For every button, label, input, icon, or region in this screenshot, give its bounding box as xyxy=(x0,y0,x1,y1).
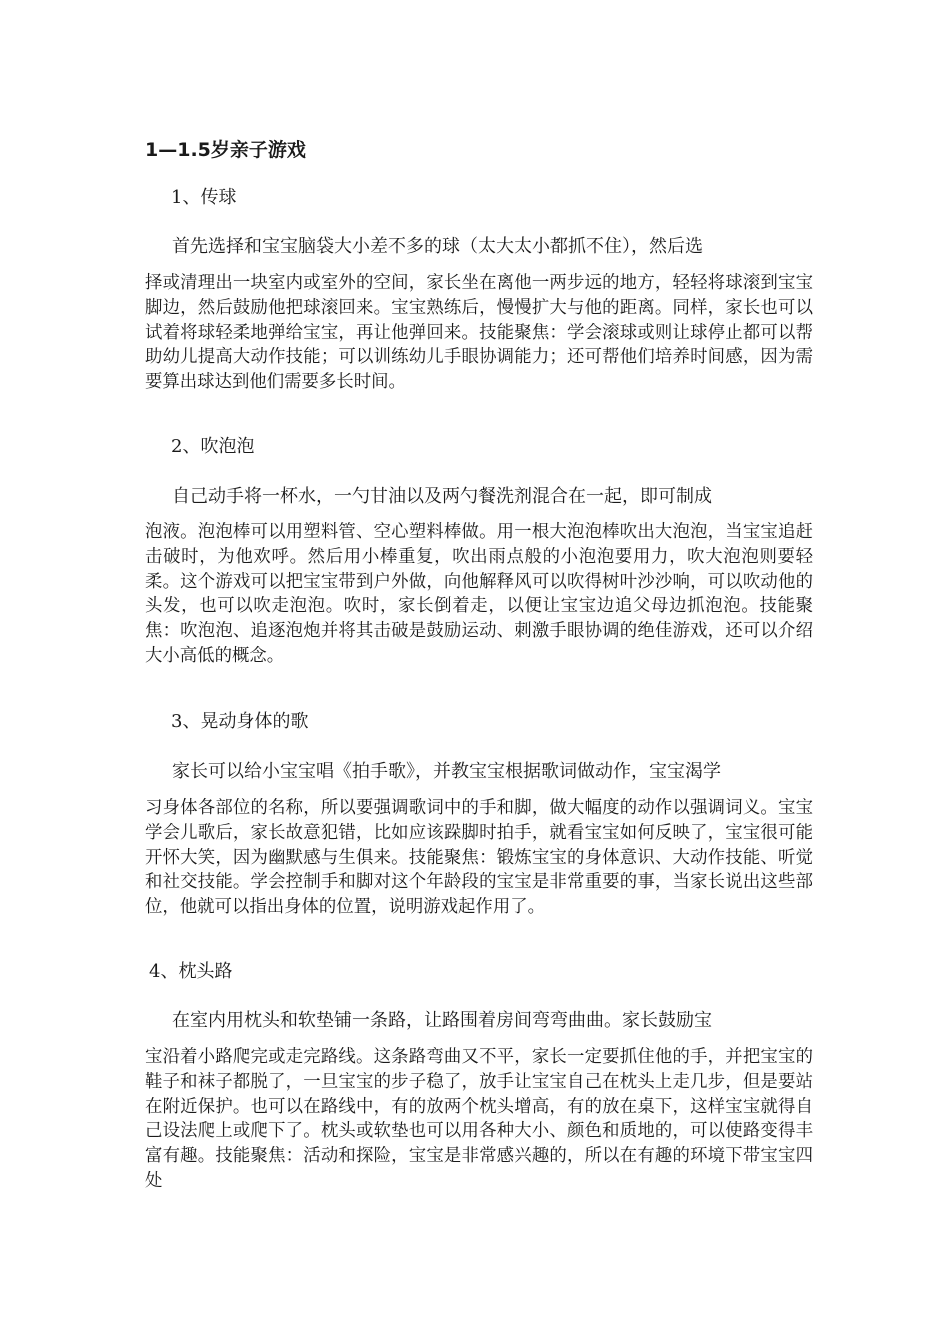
section-heading-pass-ball: 1、传球 xyxy=(171,187,237,208)
section-heading-blow-bubbles: 2、吹泡泡 xyxy=(171,436,255,457)
section-first-line-body-song: 家长可以给小宝宝唱《拍手歌》，并教宝宝根据歌词做动作，宝宝渴学 xyxy=(172,761,721,782)
section-body-pass-ball: 择或清理出一块室内或室外的空间，家长坐在离他一两步远的地方，轻轻将球滚到宝宝脚边，然后鼓励他把球滚回来。宝宝熟练后，慢慢扩大与他的距离。同样，家长也可以试着将球轻柔地弹给宝宝，再让他弹回来。技能聚焦：学会滚球或则让球停止都可以帮助幼儿提高大动作技能；可以训练幼儿手眼协调能力；还可帮他们培养时间感，因为需要算出球达到他们需要多长时间。 xyxy=(145,273,813,393)
section-first-line-blow-bubbles: 自己动手将一杯水，一勺甘油以及两勺餐洗剂混合在一起，即可制成 xyxy=(172,486,712,507)
section-body-body-song: 习身体各部位的名称，所以要强调歌词中的手和脚，做大幅度的动作以强调词义。宝宝学会儿歌后，家长故意犯错，比如应该跺脚时拍手，就看宝宝如何反映了，宝宝很可能开怀大笑，因为幽默感与生俱来。技能聚焦：锻炼宝宝的身体意识、大动作技能、听觉和社交技能。学会控制手和脚对这个年龄段的宝宝是非常重要的事，当家长说出这些部位，他就可以指出身体的位置，说明游戏起作用了。 xyxy=(145,798,813,918)
section-body-pillow-path: 宝沿着小路爬完或走完路线。这条路弯曲又不平，家长一定要抓住他的手，并把宝宝的鞋子和袜子都脱了，一旦宝宝的步子稳了，放手让宝宝自己在枕头上走几步，但是要站在附近保护。也可以在路线中，有的放两个枕头增高，有的放在桌下，这样宝宝就得自己设法爬上或爬下了。枕头或软垫也可以用各种大小、颜色和质地的，可以使路变得丰富有趣。技能聚焦：活动和探险，宝宝是非常感兴趣的，所以在有趣的环境下带宝宝四处 xyxy=(145,1047,813,1191)
section-heading-pillow-path: 4、枕头路 xyxy=(149,961,233,982)
section-heading-body-song: 3、晃动身体的歌 xyxy=(171,711,309,732)
section-first-line-pass-ball: 首先选择和宝宝脑袋大小差不多的球（太大太小都抓不住），然后选 xyxy=(172,236,703,257)
document-title: 1—1.5岁亲子游戏 xyxy=(145,139,306,161)
section-first-line-pillow-path: 在室内用枕头和软垫铺一条路，让路围着房间弯弯曲曲。家长鼓励宝 xyxy=(172,1010,712,1031)
section-body-blow-bubbles: 泡液。泡泡棒可以用塑料管、空心塑料棒做。用一根大泡泡棒吹出大泡泡，当宝宝追赶击破时，为他欢呼。然后用小棒重复，吹出雨点般的小泡泡要用力，吹大泡泡则要轻柔。这个游戏可以把宝宝带到户外做，向他解释风可以吹得树叶沙沙响，可以吹动他的头发，也可以吹走泡泡。吹时，家长倒着走，以便让宝宝边追父母边抓泡泡。技能聚焦：吹泡泡、追逐泡炮并将其击破是鼓励运动、刺激手眼协调的绝佳游戏，还可以介绍大小高低的概念。 xyxy=(145,522,813,666)
